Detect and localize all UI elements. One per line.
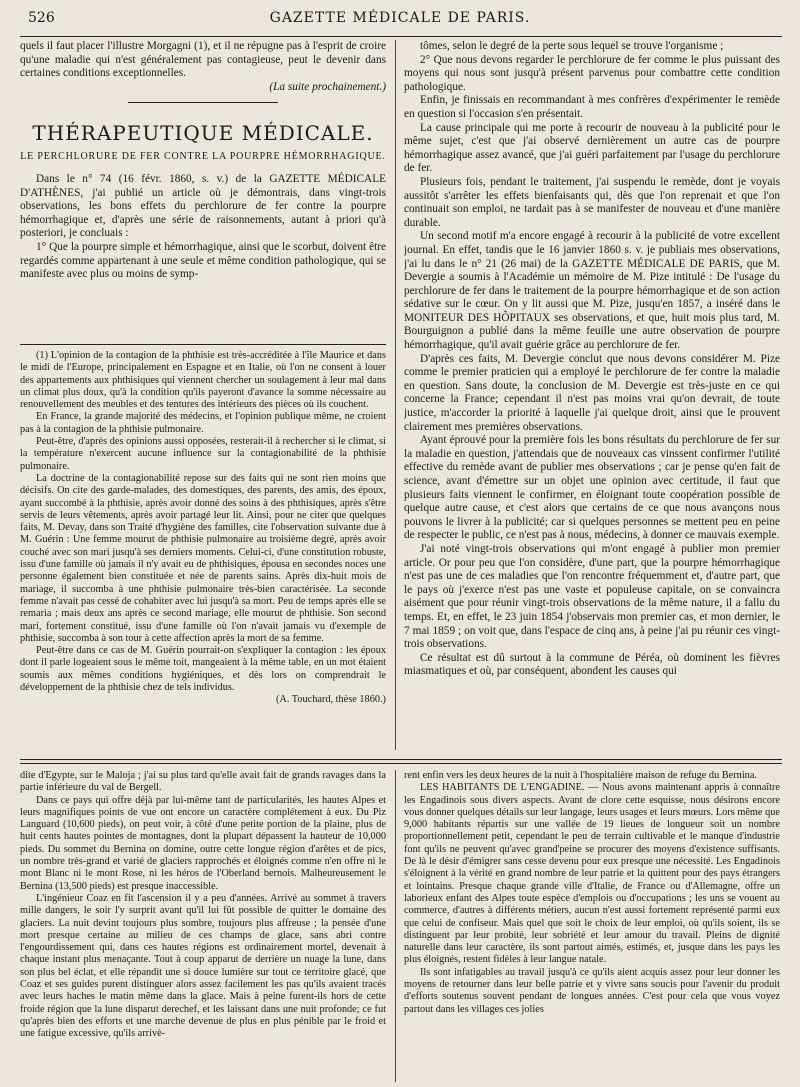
footnote-paragraph-3: Peut-être, d'après des opinions aussi opposées, resterait-il à rechercher si le climat, si la température n'exercent aucune influence sur la contagionabilité de la phthisie pulmonaire. xyxy=(20,436,386,472)
upper-right-column xyxy=(404,40,780,752)
right-paragraph-5: Plusieurs fois, pendant le traitement, j'ai suspendu le remède, dont je voyais aussitôt s'arrêter les effets bienfaisants qui, dès que l'on reprenait et que l'on continuait son emploi, ne tardait pas à se manifester de nouveau et d'une manière durable. xyxy=(404,175,780,229)
lower-left-column xyxy=(20,770,386,1082)
feuilleton-rule-1 xyxy=(20,759,782,760)
section-divider xyxy=(128,102,278,103)
footnote-paragraph-2: En France, la grande majorité des médecins, et l'opinion publique même, ne croient pas à la contagion de la phthisie pulmonaire. xyxy=(20,411,386,435)
upper-left-column xyxy=(20,40,386,342)
footnote-signature: (A. Touchard, thèse 1860.) xyxy=(275,694,386,706)
lower-left-paragraph-1: dite d'Egypte, sur le Maloja ; j'ai su plus tard qu'elle avait fait de grands ravages dans la partie inférieure du val de Bergell. xyxy=(20,770,386,794)
lower-left-paragraph-3: L'ingénieur Coaz en fit l'ascension il y a peu d'années. Arrivé au sommet à travers mille dangers, le soir l'y surprit avant qu'il lui fût possible de quitter le domaine des glaciers. La nuit devint toujours plus sombre, toujours plus affreuse ; la pensée d'une mort presque certaine au milieu de ces champs de glace, sans abri contre l'engourdissement qui, dans ces hautes régions est ordinairement mortel, devenait à chaque instant plus menaçante. Tout à coup apparut de derrière un nuage la lune, dans son plus bel éclat, et elle répandit une si douce lumière sur tout ce territoire glacé, que Coaz et ses guides purent distinguer alors assez facilement les pas qu'ils avaient tracés avec leurs haches le matin même dans la glace. Mais à peine furent-ils hors de cette froide région que la lune disparut derechef, et les laissant dans une nuit profonde; ce fut qu'après bien des efforts et une marche devenue de plus en plus pénible par le froid et une fatigue excessive, qu'ils arrivè- xyxy=(20,892,386,1040)
right-paragraph-10: Ce résultat est dû surtout à la commune de Péréa, où dominent les fièvres miasmatiques et où, par conséquent, abondent les causes qui xyxy=(404,651,780,678)
feuilleton-rule-2 xyxy=(20,763,782,764)
page-number: 526 xyxy=(28,10,55,26)
right-paragraph-7: D'après ces faits, M. Devergie conclut que nous devons considérer M. Pize comme le premier praticien qui a employé le perchlorure de fer contre la maladie en question. Sans doute, la conclusion de M. Devergie est très-juste en ce qui concerne la France; cependant il n'est pas moins vrai qu'on devrait, de toute justice, m'accorder la priorité à laquelle j'ai quelque droit, ainsi que le prouvent clairement mes premières observations. xyxy=(404,352,780,433)
footnote-paragraph-1: (1) L'opinion de la contagion de la phthisie est très-accréditée à l'île Maurice et dans le midi de l'Europe, principalement en Espagne et en Italie, où l'on ne consent à louer des appartements aux phthisiques qui viennent chercher un soulagement à leur mal dans un climat plus doux, qu'à la condition qu'ils payeront d'avance la somme nécessaire au renouvellement des meubles et des tentures des intérieurs des pièces où ils couchent. xyxy=(20,350,386,411)
lower-right-column xyxy=(404,770,780,1082)
lower-left-paragraph-2: Dans ce pays qui offre déjà par lui-même tant de particularités, les hautes Alpes et leurs magnifiques points de vue ont encore un caractère complétement à eux. Du Piz Languard (10,600 pieds), on peut voir, à côté d'une petite portion de la plaine, plus de huit cents hautes pointes de montagnes, dont la plupart dépassent la hauteur de 10,000 pieds. Du sommet du Bernina on domine, outre cette longue région d'arêtes et de pics, un nombre très-grand et varié de glaciers rapprochés et éloignés comme n'en offre ni le mont Blanc ni le mont Rose, ni les héros de l'Oberland bernois. Malheureusement le Bernina (13,500 pieds) est presque inaccessible. xyxy=(20,794,386,892)
right-paragraph-2: 2° Que nous devons regarder le perchlorure de fer comme le plus puissant des moyens qui nous sont jusqu'à présent parvenus pour combattre cette condition pathologique. xyxy=(404,53,780,93)
article-paragraph-2: 1° Que la pourpre simple et hémorrhagique, ainsi que le scorbut, doivent être regardés comme appartenant à une seule et même condition pathologique, qui se manifeste avec plus ou moins de symp- xyxy=(20,240,386,281)
footnote-block xyxy=(20,350,386,748)
lower-right-paragraph-3: Ils sont infatigables au travail jusqu'à ce qu'ils aient acquis assez pour leur donner les moyens de retourner dans leur belle patrie et y vivre sans soucis pour l'avenir du produit d'efforts soutenus souvent pendant de longues années. C'est pour cela que vous voyez partout dans les villages ces jolies xyxy=(404,966,780,1015)
footnote-paragraph-4: La doctrine de la contagionabilité repose sur des faits qui ne sont rien moins que décisifs. On cite des garde-malades, des domestiques, des parents, des amis, des époux, ayant succombé à la phthisie, après avoir donné des soins à des phthisiques, après s'être servis de leurs vêtements, après avoir partagé leur lit. Ainsi, pour ne citer que quelques faits, M. Devay, dans son Traité d'hygiène des familles, cite l'observation suivante due à M. Guérin : Une femme mourut de phthisie pulmonaire au troisième degré, après avoir couché avec son mari jusqu'à ses derniers moments. Celui-ci, d'une constitution robuste, issu d'une famille où jamais il n'y avait eu de phthisiques, épousa en secondes noces une personne également bien constituée et née de parents sains. Après dix-huit mois de mariage, il succomba à une phthisie pulmonaire très-bien caractérisée. La seconde femme n'avait pas cessé de cohabiter avec lui jusqu'à sa mort. Peu de temps après elle se remaria ; mais deux ans après ce second mariage, elle mourut de phthisie. Son second mari, fortement constitué, issu d'une famille où l'on n'avait jamais vu d'exemple de phthisie, succomba à son tour à cette affection après la mort de sa femme. xyxy=(20,472,386,644)
lower-right-paragraph-2: LES HABITANTS DE L'ENGADINE. — Nous avons maintenant appris à connaître les Engadinois sous divers aspects. Avant de clore cette esquisse, nous désirons encore vous donner quelques détails sur leur langage, leurs usages et leurs mœurs. Lors même que 9,000 habitants répartis sur une vallée de 19 lieues de longueur soit un nombre proportionnellement petit, cependant le peu de terrain cultivable et le manque d'industrie font qu'ils ne peuvent qu'avec grand'peine se procurer des moyens d'existence suffisants. De là le désir d'émigrer sans cesse devenu pour eux presque une nécessité. Les Engadinois s'éloignent à la vérité en grand nombre de leur patrie et la quittent pour des pays étrangers et lointains. Presque chaque grande ville d'Italie, de France ou d'Allemagne, offre un laborieux enfant des Alpes toute espèce d'emplois ou d'occupations ; les uns se vouent au commerce, d'autres à différents métiers, aucun n'est aussi fortement représenté parmi eux que celui de confiseur. Mais quel que soit le choix de leur emploi, où qu'ils soient, ils se distinguent par leur probité, leur sobriété et leur amour du travail. Pleins de dignité naturelle dans leur caractère, ils sont partout aimés, estimés, et, jusque dans les pays les plus éloignés, restent fidèles à leur langue natale. xyxy=(404,782,780,966)
journal-title: GAZETTE MÉDICALE DE PARIS. xyxy=(269,10,531,26)
right-paragraph-3: Enfin, je finissais en recommandant à mes confrères d'expérimenter le remède en question si l'occasion s'en présentait. xyxy=(404,94,780,120)
article-title: LE PERCHLORURE DE FER CONTRE LA POURPRE HÉMORRHAGIQUE. xyxy=(20,150,386,162)
running-header xyxy=(28,10,772,30)
column-divider-top xyxy=(395,40,396,750)
section-title: THÉRAPEUTIQUE MÉDICALE. xyxy=(32,121,374,146)
right-paragraph-4: La cause principale qui me porte à recourir de nouveau à la publicité pour le même sujet, c'est que j'ai observé dernièrement un autre cas de pourpre hémorrhagique assez avancé, que j'ai guéri parfaitement par l'usage du perchlorure de fer. xyxy=(404,121,780,175)
column-divider-bottom xyxy=(395,770,396,1082)
continuation-note: (La suite prochainement.) xyxy=(269,80,386,93)
right-paragraph-1: tômes, selon le degré de la perte sous lequel se trouve l'organisme ; xyxy=(420,40,724,52)
lower-right-paragraph-1: rent enfin vers les deux heures de la nuit à l'hospitalière maison de refuge du Bernina. xyxy=(404,770,757,781)
right-paragraph-9: J'ai noté vingt-trois observations qui m'ont engagé à publier mon premier article. Or pour peu que l'on considère, d'une part, que la pourpre hémorrhagique n'est pas une de ces maladies que l'on rencontre fréquemment et, d'autre part, que le pays où j'exerce n'est pas une vaste et populeuse capitale, on se convaincra aisément que pour réunir vingt-trois observations de la même nature, il a fallu du temps. Et, en effet, le 23 juin 1854 j'observais mon premier cas, et mon dernier, le 7 mai 1859 ; on voit que, dans l'espace de cinq ans, à peine j'ai pu réunir ces vingt-trois observations. xyxy=(404,542,780,651)
footnote-rule xyxy=(20,344,386,345)
header-rule xyxy=(20,36,782,37)
right-paragraph-6: Un second motif m'a encore engagé à recourir à la publicité de votre excellent journal. En effet, tandis que le 16 janvier 1860 s. v. je publiais mes observations, j'ai lu dans le n° 21 (26 mai) de la GAZETTE MÉDICALE DE PARIS, que M. Devergie a soumis à l'Académie un mémoire de M. Pize intitulé : De l'usage du perchlorure de fer dans le traitement de la pourpre hémorrhagique et de son action sédative sur le cœur. On y lit aussi que M. Pize, jusqu'en 1857, a inséré dans le MONITEUR DES HÔPITAUX ses observations, et que, huit mois plus tard, M. Bourguignon a publié dans la même feuille une autre observation de pourpre hémorrhagique, qu'il avait guérie grâce au perchlorure de fer. xyxy=(404,230,780,352)
article-paragraph-1: Dans le n° 74 (16 févr. 1860, s. v.) de la GAZETTE MÉDICALE D'ATHÈNES, j'ai publié un article où je démontrais, dans vingt-trois observations, les bons effets du perchlorure de fer contre la pourpre hémorrhagique et, d'après une série de raisonnements, autant à priori qu'à posteriori, je concluais : xyxy=(20,172,386,240)
right-paragraph-8: Ayant éprouvé pour la première fois les bons résultats du perchlorure de fer sur la maladie en question, j'attendais que de nouveaux cas vinssent confirmer l'utilité effective du remède avant de publier mes observations ; car je pense qu'en fait de science, avant d'émettre sur un objet une opinion avec certitude, il faut que plusieurs faits viennent le confirmer, en éloignant toute coopération possible de quelque autre cause, et c'est alors que certains de ce que nous avançons nous pouvons le livrer à la publicité; car si quelques personnes se mettent peu en peine de respecter le public, ce n'est pas à nous, médecins, à donner ce mauvais exemple. xyxy=(404,434,780,542)
continued-paragraph: quels il faut placer l'illustre Morgagni (1), et il ne répugne pas à l'esprit de croire qu'une maladie qui n'est généralement pas contagieuse, peut le devenir dans certaines conditions exceptionnelles. xyxy=(20,40,386,80)
footnote-paragraph-5: Peut-être dans ce cas de M. Guérin pourrait-on s'expliquer la contagion : les époux dont il parle logeaient sous le même toit, mangeaient à la même table, en un mot étaient soumis aux mêmes conditions hygiéniques, et dès lors on comprendrait le développement de la phthisie chez de tels individus. xyxy=(20,645,386,694)
